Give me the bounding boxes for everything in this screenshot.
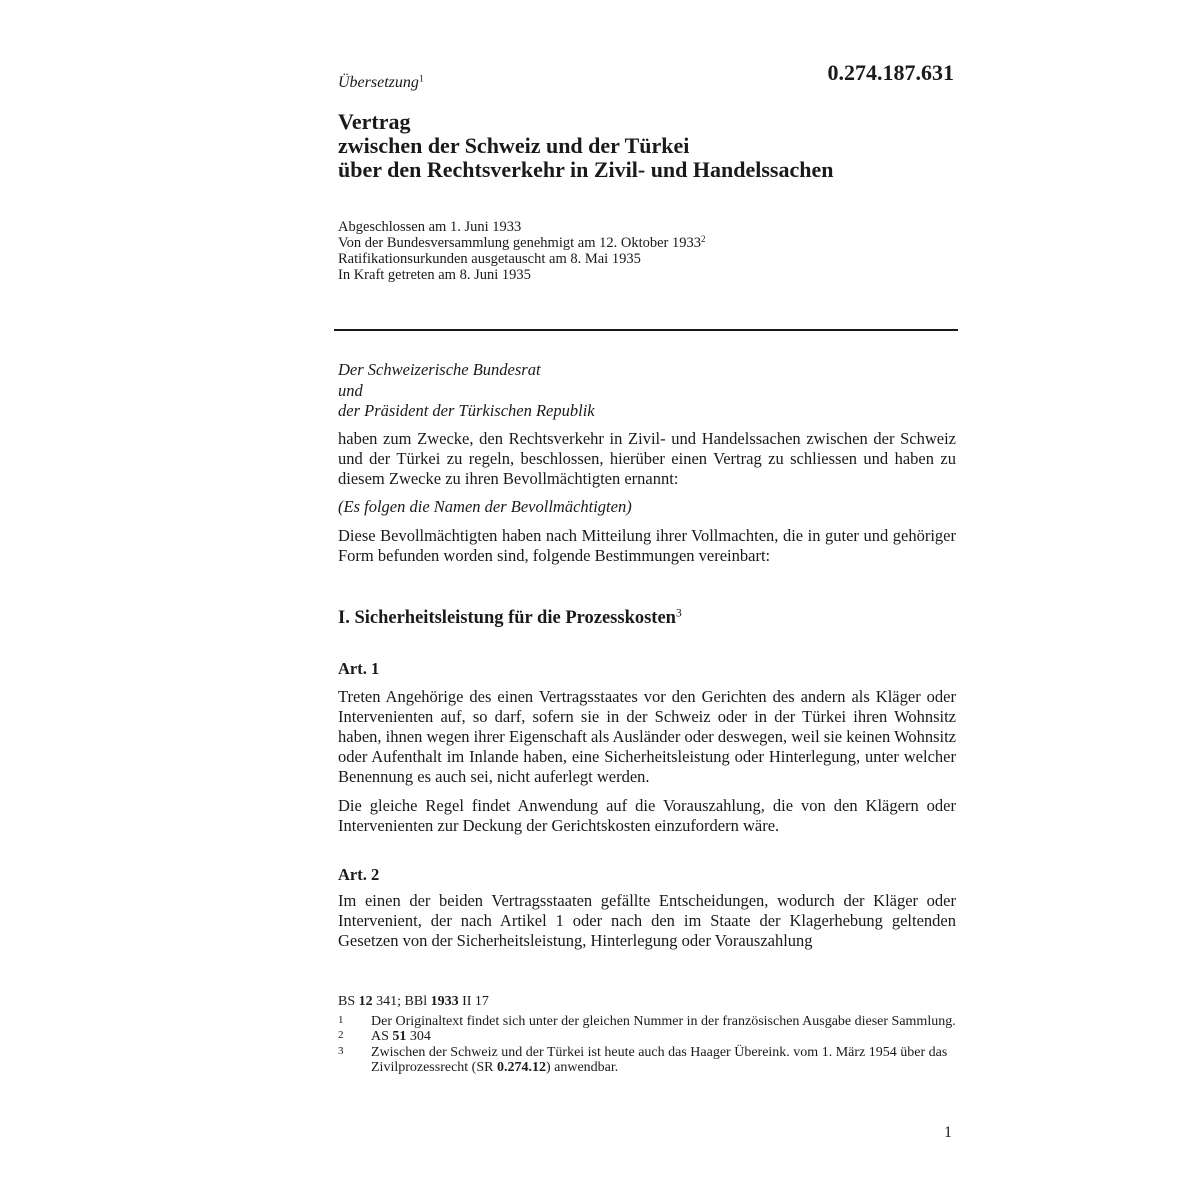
footnote-number: 1: [338, 1013, 344, 1026]
translation-label: Übersetzung$^1$: [338, 73, 424, 91]
ratified-date: Ratifikationsurkunden ausgetauscht am 8. Mai 1935: [338, 251, 641, 267]
article-2-paragraph-1: Im einen der beiden Vertragsstaaten gefällte Entscheidungen, wodurch der Kläger oder Intervenient, der nach Artikel 1 oder nach den im Staate der Klagerhebung geltenden Gesetzen von der Sicherheitsleistung, Hinterlegung oder Vorauszahlung: [338, 891, 956, 950]
party-2: der Präsident der Türkischen Republik: [338, 401, 595, 420]
divider-rule: [334, 329, 958, 331]
preamble-paragraph-2: Diese Bevollmächtigten haben nach Mitteilung ihrer Vollmachten, die in guter und gehöriger Form befunden worden sind, folgende Bestimmungen vereinbart:: [338, 526, 956, 565]
footnote-number: 3: [338, 1044, 344, 1057]
footnote-text: AS 51 304: [371, 1029, 431, 1044]
contracting-parties: [338, 360, 956, 422]
concluded-date: Abgeschlossen am 1. Juni 1933: [338, 219, 522, 235]
title-line-1: Vertrag: [338, 109, 411, 134]
approved-date: Von der Bundesversammlung genehmigt am 12. Oktober 1933$^2$: [338, 234, 706, 251]
plenipotentiaries-note: (Es folgen die Namen der Bevollmächtigten): [338, 497, 632, 516]
party-conjunction: und: [338, 380, 363, 400]
footnote-2: [338, 1029, 956, 1045]
source-reference: BS 12 341; BBl 1933 II 17: [338, 994, 489, 1009]
article-1-paragraph-2: Die gleiche Regel findet Anwendung auf die Vorauszahlung, die von den Klägern oder Intervenienten zur Deckung der Gerichtskosten einzufordern wäre.: [338, 796, 956, 835]
footnote-3: [338, 1045, 956, 1076]
document-title: [338, 110, 956, 182]
sr-number: 0.274.187.631: [827, 60, 954, 85]
title-line-2: zwischen der Schweiz und der Türkei: [338, 133, 690, 158]
in-force-date: In Kraft getreten am 8. Juni 1935: [338, 267, 531, 283]
treaty-dates: [338, 219, 956, 283]
party-1: Der Schweizerische Bundesrat: [338, 360, 541, 379]
title-line-3: über den Rechtsverkehr in Zivil- und Handelssachen: [338, 157, 834, 182]
article-1-heading: Art. 1: [338, 659, 380, 678]
article-1-paragraph-1: Treten Angehörige des einen Vertragsstaates vor den Gerichten des andern als Kläger oder Intervenienten auf, so darf, sofern sie in der Schweiz oder in der Türkei ihren Wohnsitz haben, ihnen wegen ihrer Eigenschaft als Ausländer oder deswegen, weil sie keinen Wohnsitz oder Aufenthalt im Inlande haben, eine Sicherheitsleistung oder Hinterlegung, unter welcher Benennung es auch sei, nicht auferlegt werden.: [338, 687, 956, 786]
section-heading-1: I. Sicherheitsleistung für die Prozesskosten$^3$: [338, 607, 682, 628]
article-2-heading: Art. 2: [338, 865, 380, 884]
footnote-ref-2[interactable]: 2: [700, 234, 706, 245]
footnote-text: Zwischen der Schweiz und der Türkei ist heute auch das Haager Übereink. vom 1. März 1954 über das Zivilprozessrecht (SR 0.274.12) anwendbar.: [371, 1044, 948, 1075]
footnote-text: Der Originaltext findet sich unter der gleichen Nummer in der französischen Ausgabe dieser Sammlung.: [371, 1013, 956, 1029]
sr-reference-link[interactable]: 0.274.12: [496, 1060, 546, 1075]
page-number: 1: [944, 1124, 952, 1141]
footnote-number: 2: [338, 1029, 344, 1041]
footnote-1: [338, 1014, 956, 1030]
footnote-ref-3[interactable]: 3: [675, 607, 682, 620]
preamble-paragraph-1: haben zum Zwecke, den Rechtsverkehr in Zivil- und Handelssachen zwischen der Schweiz und der Türkei zu regeln, beschlossen, hierüber einen Vertrag zu schliessen und haben zu diesem Zwecke zu ihren Bevollmächtigten ernannt:: [338, 429, 956, 488]
footnotes: [338, 994, 956, 1076]
footnote-ref-1[interactable]: 1: [418, 73, 424, 85]
